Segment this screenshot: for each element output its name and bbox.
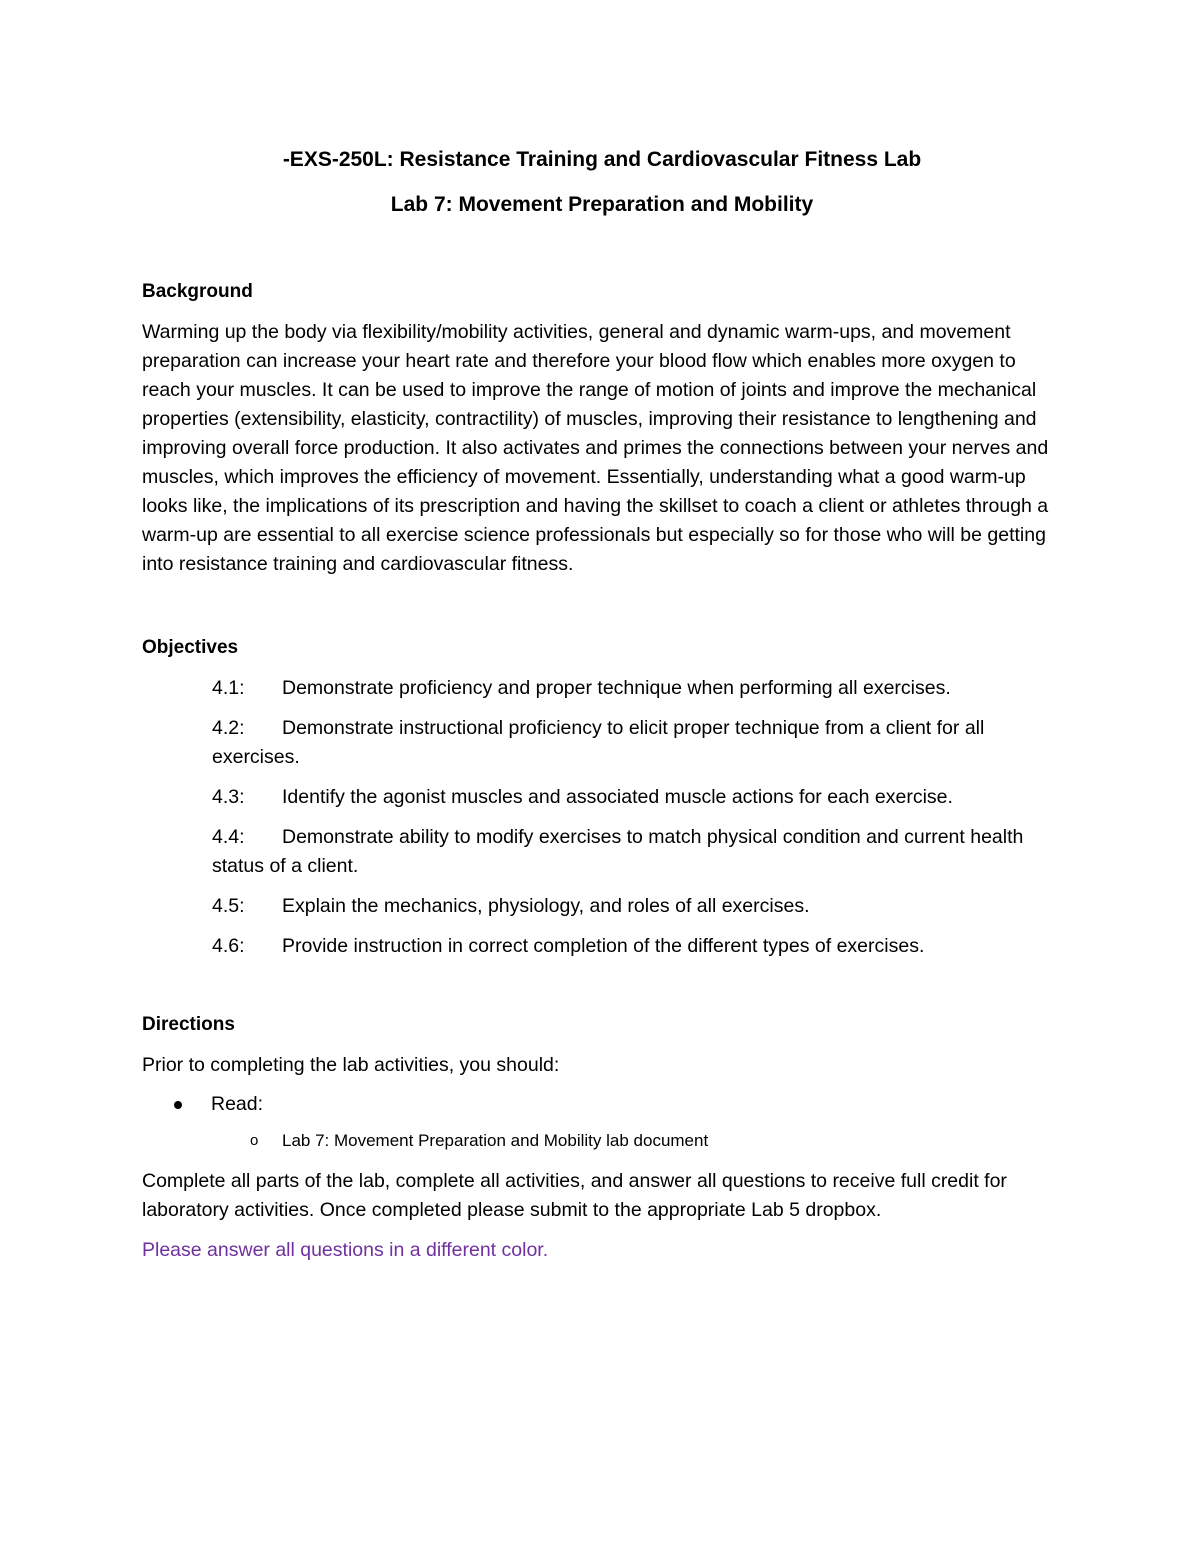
completion-paragraph: Complete all parts of the lab, complete all activities, and answer all questions to receive full credit for laboratory activities. Once completed please submit to the appropriate Lab 5 dropbox.	[142, 1170, 1007, 1221]
lab-title: Lab 7: Movement Preparation and Mobility	[390, 193, 814, 216]
objectives-heading: Objectives	[142, 637, 239, 658]
objective-number: 4.1:	[212, 677, 245, 699]
sub-bullet-marker: o	[250, 1132, 259, 1149]
objective-item	[212, 674, 1062, 703]
objective-number: 4.3:	[212, 786, 245, 808]
sub-bullet-item	[250, 1129, 1062, 1153]
background-heading: Background	[142, 281, 253, 302]
objective-number: 4.2:	[212, 717, 245, 739]
objective-item	[212, 783, 1062, 812]
objective-number: 4.6:	[212, 935, 245, 957]
objective-item	[212, 892, 1062, 921]
objective-number: 4.5:	[212, 895, 245, 917]
answer-color-note: Please answer all questions in a different color.	[142, 1239, 549, 1261]
objective-text: Provide instruction in correct completion of the different types of exercises.	[282, 935, 925, 957]
course-title: -EXS-250L: Resistance Training and Cardiovascular Fitness Lab	[282, 148, 922, 171]
bullet-dot-icon	[174, 1101, 182, 1109]
bullet-item	[174, 1090, 1062, 1119]
objective-text: Demonstrate proficiency and proper technique when performing all exercises.	[282, 677, 951, 699]
bullet-text: Read:	[211, 1093, 264, 1115]
objective-item	[212, 714, 1062, 772]
objective-text: Demonstrate ability to modify exercises to match physical condition and current health status of a client.	[212, 826, 1024, 877]
background-paragraph: Warming up the body via flexibility/mobility activities, general and dynamic warm-ups, and movement preparation can increase your heart rate and therefore your blood flow which enables more oxygen to reach your muscles. It can be used to improve the range of motion of joints and improve the mechanical properties (extensibility, elasticity, contractility) of muscles, improving their resistance to lengthening and improving overall force production. It also activates and primes the connections between your nerves and muscles, which improves the efficiency of movement. Essentially, understanding what a good warm-up looks like, the implications of its prescription and having the skillset to coach a client or athletes through a warm-up are essential to all exercise science professionals but especially so for those who will be getting into resistance training and cardiovascular fitness.	[142, 321, 1049, 575]
directions-heading: Directions	[142, 1014, 235, 1035]
objective-item	[212, 823, 1062, 881]
objective-item	[212, 932, 1062, 961]
objective-text: Identify the agonist muscles and associated muscle actions for each exercise.	[282, 786, 953, 808]
objectives-list	[212, 674, 1062, 961]
objective-text: Explain the mechanics, physiology, and roles of all exercises.	[282, 895, 810, 917]
objective-text: Demonstrate instructional proficiency to elicit proper technique from a client for all exercises.	[212, 717, 985, 768]
directions-intro: Prior to completing the lab activities, you should:	[142, 1054, 560, 1076]
document-page	[142, 140, 1062, 1285]
sub-bullet-text: Lab 7: Movement Preparation and Mobility lab document	[282, 1131, 709, 1150]
objective-number: 4.4:	[212, 826, 245, 848]
